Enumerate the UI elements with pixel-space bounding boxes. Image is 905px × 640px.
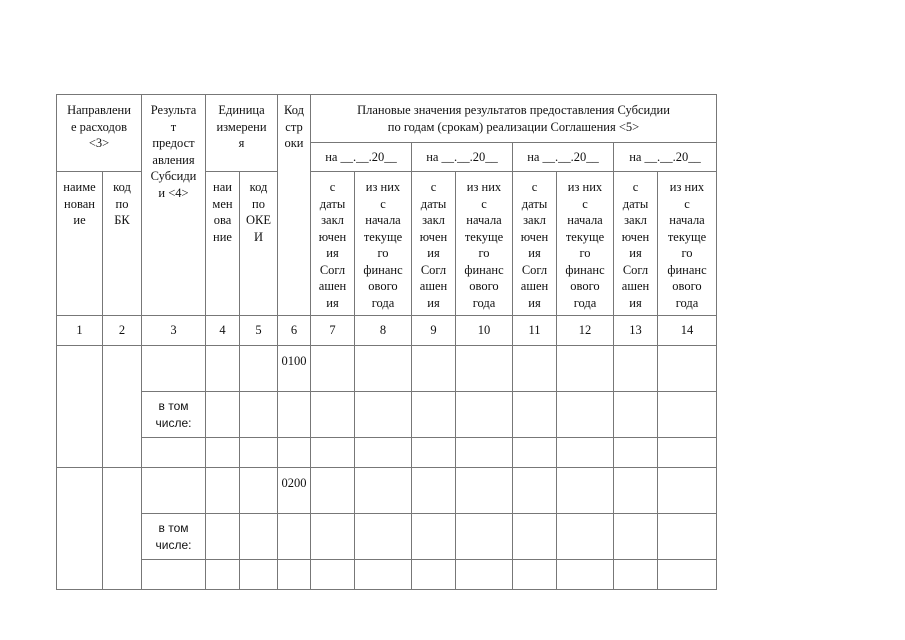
data-cell — [278, 438, 311, 468]
data-cell — [278, 514, 311, 560]
data-cell — [513, 468, 557, 514]
column-number: 10 — [456, 316, 513, 346]
data-cell — [240, 392, 278, 438]
data-cell — [240, 514, 278, 560]
data-cell — [412, 560, 456, 590]
data-cell — [278, 392, 311, 438]
data-cell — [658, 560, 717, 590]
from-agreement-3-text: с даты закл ючен ия Согл ашен ия — [520, 180, 549, 310]
data-cell — [456, 514, 513, 560]
data-cell — [311, 514, 355, 560]
data-cell — [278, 560, 311, 590]
data-cell — [557, 514, 614, 560]
column-number: 9 — [412, 316, 456, 346]
from-fy-3-text: из них с начала текуще го финанс ового года — [565, 180, 605, 310]
row-2-including-text: в том числе: — [155, 521, 192, 552]
subheader-from-agreement-3 — [513, 172, 557, 316]
header-direction — [57, 95, 142, 172]
data-cell — [614, 346, 658, 392]
column-number: 1 — [57, 316, 103, 346]
data-cell — [557, 468, 614, 514]
row-1-including-text: в том числе: — [155, 399, 192, 430]
data-cell — [557, 560, 614, 590]
data-cell — [658, 346, 717, 392]
data-cell — [513, 514, 557, 560]
data-cell — [614, 438, 658, 468]
subheader-name-text: наиме нован ие — [63, 180, 96, 227]
data-cell — [513, 438, 557, 468]
row-2-result — [142, 468, 206, 514]
data-cell — [557, 438, 614, 468]
header-result-text: Результа т предост авления Субсиди и <4> — [150, 103, 197, 200]
data-cell — [513, 560, 557, 590]
data-cell — [355, 514, 412, 560]
header-code-text: Код стр оки — [284, 103, 304, 150]
subheader-bk-code-text: код по БК — [113, 180, 131, 227]
subheader-from-fy-1 — [355, 172, 412, 316]
header-result — [142, 95, 206, 316]
column-number: 14 — [658, 316, 717, 346]
data-cell — [206, 438, 240, 468]
data-cell — [658, 438, 717, 468]
row-1-unit-name — [206, 346, 240, 392]
data-cell — [658, 514, 717, 560]
data-cell — [456, 438, 513, 468]
column-number: 5 — [240, 316, 278, 346]
subheader-from-fy-2 — [456, 172, 513, 316]
row-1-direction-name — [57, 346, 103, 468]
period-date-3-text: на __.__.20__ — [527, 149, 599, 164]
data-cell — [206, 392, 240, 438]
data-cell — [557, 346, 614, 392]
data-cell — [240, 560, 278, 590]
row-1-line-code — [278, 346, 311, 392]
subsidy-results-table — [56, 94, 717, 590]
period-date-4 — [614, 143, 717, 172]
data-cell — [355, 560, 412, 590]
row-2-line-code — [278, 468, 311, 514]
data-cell — [206, 514, 240, 560]
column-number: 8 — [355, 316, 412, 346]
subheader-okei-code-text: код по ОКЕ И — [246, 180, 271, 244]
period-date-3 — [513, 143, 614, 172]
subheader-from-fy-3 — [557, 172, 614, 316]
data-cell — [513, 346, 557, 392]
column-number: 6 — [278, 316, 311, 346]
data-cell — [614, 560, 658, 590]
header-planned-text: Плановые значения результатов предоставления Субсидии по годам (срокам) реализации Соглашения <5> — [357, 103, 670, 134]
subheader-from-agreement-1 — [311, 172, 355, 316]
data-cell — [206, 560, 240, 590]
data-cell — [456, 560, 513, 590]
header-code — [278, 95, 311, 316]
row-2-okei-code — [240, 468, 278, 514]
data-cell — [513, 392, 557, 438]
subheader-okei-code — [240, 172, 278, 316]
period-date-1-text: на __.__.20__ — [325, 149, 397, 164]
data-cell — [658, 392, 717, 438]
column-number: 4 — [206, 316, 240, 346]
column-number: 11 — [513, 316, 557, 346]
header-unit — [206, 95, 278, 172]
row-1-bk-code — [103, 346, 142, 468]
data-cell — [412, 438, 456, 468]
period-date-2-text: на __.__.20__ — [426, 149, 498, 164]
subheader-unit-name-text: наи мен ова ние — [212, 180, 233, 244]
data-cell — [311, 392, 355, 438]
subheader-name — [57, 172, 103, 316]
data-cell — [412, 346, 456, 392]
subheader-from-agreement-4 — [614, 172, 658, 316]
period-date-1 — [311, 143, 412, 172]
from-agreement-1-text: с даты закл ючен ия Согл ашен ия — [318, 180, 347, 310]
data-cell — [412, 468, 456, 514]
from-fy-1-text: из них с начала текуще го финанс ового года — [363, 180, 403, 310]
from-fy-4-text: из них с начала текуще го финанс ового года — [667, 180, 707, 310]
row-1-line-code-text: 0100 — [281, 354, 307, 368]
data-cell — [557, 392, 614, 438]
data-cell — [412, 514, 456, 560]
data-cell — [355, 392, 412, 438]
data-cell — [614, 514, 658, 560]
column-number: 7 — [311, 316, 355, 346]
row-2-unit-name — [206, 468, 240, 514]
row-2-line-code-text: 0200 — [281, 476, 307, 490]
data-cell — [456, 346, 513, 392]
data-cell — [311, 468, 355, 514]
data-cell — [412, 392, 456, 438]
column-number: 3 — [142, 316, 206, 346]
header-planned-values — [311, 95, 717, 143]
data-cell — [311, 560, 355, 590]
data-cell — [355, 346, 412, 392]
data-cell — [240, 438, 278, 468]
data-cell — [614, 468, 658, 514]
from-fy-2-text: из них с начала текуще го финанс ового года — [464, 180, 504, 310]
row-2-bk-code — [103, 468, 142, 590]
period-date-2 — [412, 143, 513, 172]
data-cell — [456, 392, 513, 438]
from-agreement-4-text: с даты закл ючен ия Согл ашен ия — [621, 180, 650, 310]
subheader-from-agreement-2 — [412, 172, 456, 316]
data-cell — [355, 438, 412, 468]
row-2-direction-name — [57, 468, 103, 590]
row-1-including-label — [142, 392, 206, 438]
data-cell — [355, 468, 412, 514]
subheader-bk-code — [103, 172, 142, 316]
data-cell — [311, 438, 355, 468]
period-date-4-text: на __.__.20__ — [629, 149, 701, 164]
row-2-including-label — [142, 514, 206, 560]
data-cell — [311, 346, 355, 392]
data-cell — [142, 438, 206, 468]
column-number: 12 — [557, 316, 614, 346]
subheader-unit-name — [206, 172, 240, 316]
data-cell — [614, 392, 658, 438]
header-unit-text: Единица измерени я — [216, 103, 267, 150]
column-number: 2 — [103, 316, 142, 346]
data-cell — [658, 468, 717, 514]
row-1-okei-code — [240, 346, 278, 392]
data-cell — [142, 560, 206, 590]
subheader-from-fy-4 — [658, 172, 717, 316]
from-agreement-2-text: с даты закл ючен ия Согл ашен ия — [419, 180, 448, 310]
column-number: 13 — [614, 316, 658, 346]
row-1-result — [142, 346, 206, 392]
data-cell — [456, 468, 513, 514]
header-direction-text: Направлени е расходов <3> — [67, 103, 131, 150]
